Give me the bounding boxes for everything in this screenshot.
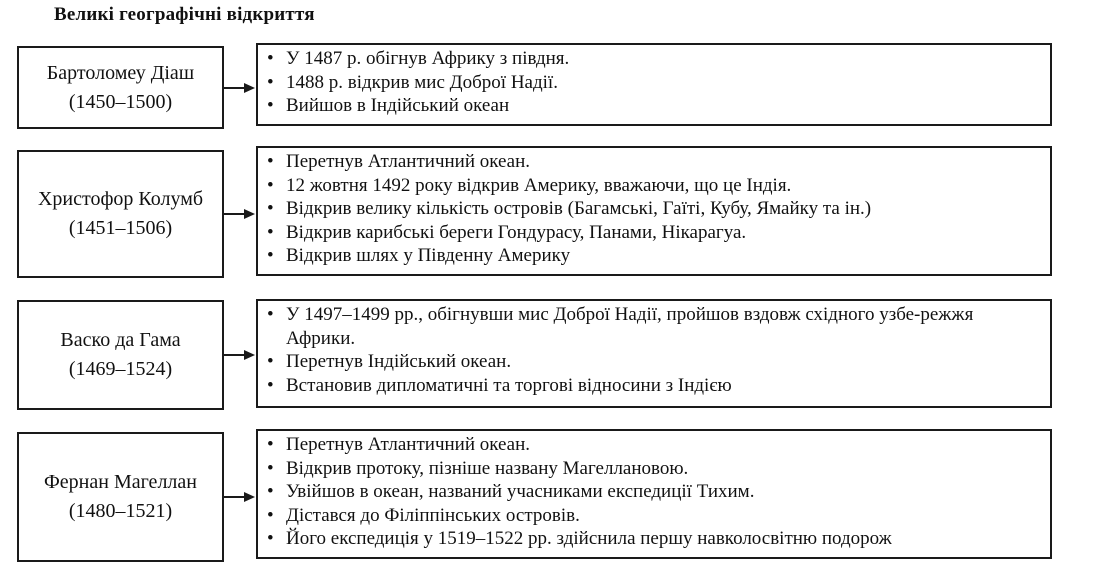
arrow-right-icon [224, 82, 256, 94]
fact-item: • Вийшов в Індійський океан [266, 94, 1044, 118]
explorer-box-diaz [17, 46, 224, 129]
fact-item: • Відкрив карибські береги Гондурасу, Панами, Нікарагуа. [266, 221, 1044, 245]
page-title: Великі географічні відкриття [54, 4, 315, 25]
explorer-box-columbus [17, 150, 224, 278]
explorer-years: (1450–1500) [68, 90, 173, 113]
fact-item: • У 1497–1499 рр., обігнувши мис Доброї Надії, пройшов вздовж східного узбе-режжя Африки. [266, 303, 1044, 350]
arrow-right-icon [224, 491, 256, 503]
arrow-right-icon [224, 208, 256, 220]
explorer-name: Фернан Магеллан [44, 471, 197, 493]
facts-box-columbus [256, 146, 1052, 276]
facts-box-magellan [256, 429, 1052, 559]
fact-item: • Встановив дипломатичні та торгові відносини з Індією [266, 374, 1044, 398]
fact-item: • 1488 р. відкрив мис Доброї Надії. [266, 71, 1044, 95]
explorer-name: Бартоломеу Діаш [46, 61, 195, 84]
explorer-name: Васко да Гама [60, 329, 181, 351]
fact-item: • Відкрив протоку, пізніше названу Магеллановою. [266, 457, 1044, 481]
explorer-years: (1451–1506) [68, 217, 173, 239]
fact-item: • 12 жовтня 1492 року відкрив Америку, вважаючи, що це Індія. [266, 174, 1044, 198]
facts-box-da-gama [256, 299, 1052, 408]
fact-item: • Увійшов в океан, названий учасниками експедиції Тихим. [266, 480, 1044, 504]
fact-item: • Перетнув Атлантичний океан. [266, 150, 1044, 174]
fact-item: • Відкрив шлях у Південну Америку [266, 244, 1044, 268]
arrow-right-icon [224, 349, 256, 361]
explorer-box-da-gama [17, 300, 224, 410]
fact-item: • Перетнув Індійський океан. [266, 350, 1044, 374]
explorer-years: (1469–1524) [68, 358, 173, 380]
explorer-name: Христофор Колумб [37, 188, 204, 210]
fact-item: • Перетнув Атлантичний океан. [266, 433, 1044, 457]
fact-item: • Дістався до Філіппінських островів. [266, 504, 1044, 528]
facts-box-diaz [256, 43, 1052, 126]
fact-item: • Його експедиція у 1519–1522 рр. здійснила першу навколосвітню подорож [266, 527, 1044, 551]
explorer-years: (1480–1521) [68, 500, 173, 522]
explorer-box-magellan [17, 432, 224, 562]
fact-item: • У 1487 р. обігнув Африку з півдня. [266, 47, 1044, 71]
fact-item: • Відкрив велику кількість островів (Багамські, Гаїті, Кубу, Ямайку та ін.) [266, 197, 1044, 221]
